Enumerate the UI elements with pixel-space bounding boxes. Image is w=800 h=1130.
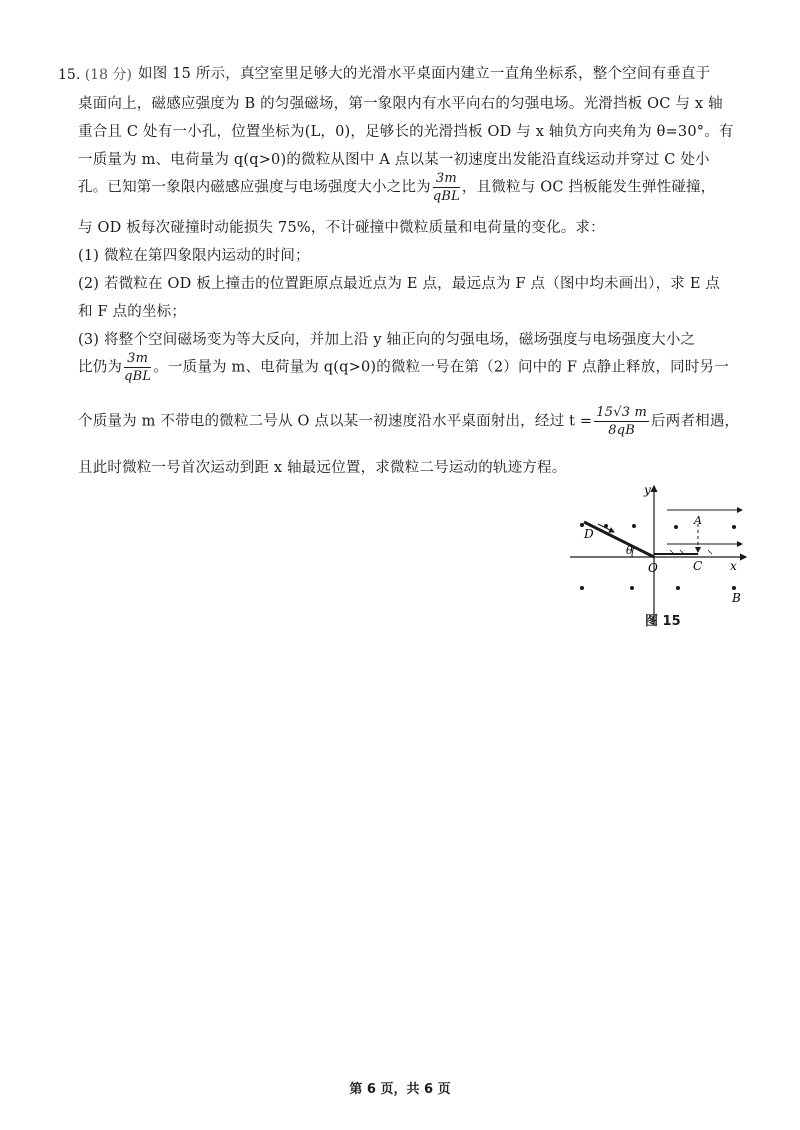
question-line-6: 与 OD 板每次碰撞时动能损失 75%，不计碰撞中微粒质量和电荷量的变化。求： xyxy=(78,220,605,236)
b-field-dot xyxy=(676,586,680,590)
label-y: y xyxy=(644,483,651,497)
time-fraction xyxy=(594,406,649,437)
line5-post: ，且微粒与 OC 挡板能发生弹性碰撞， xyxy=(461,179,716,196)
part3b-post: 。一质量为 m、电荷量为 q(q>0)的微粒一号在第（2）问中的 F 点静止释放，同时另一 xyxy=(153,359,729,376)
ratio-fraction-2-denominator: qBL xyxy=(124,369,152,384)
label-b: B xyxy=(732,591,741,605)
b-field-dot xyxy=(630,586,634,590)
question-line-3: 重合且 C 处有一小孔，位置坐标为(L，0)，足够长的光滑挡板 OD 与 x 轴负方向夹角为 θ=30°。有 xyxy=(78,124,734,140)
question-line-4: 一质量为 m、电荷量为 q(q>0)的微粒从图中 A 点以某一初速度出发能沿直线运动并穿过 C 处小 xyxy=(78,152,710,168)
question-part-3d: 且此时微粒一号首次运动到距 x 轴最远位置，求微粒二号运动的轨迹方程。 xyxy=(78,460,567,476)
question-line-2: 桌面向上，磁感应强度为 B 的匀强磁场，第一象限内有水平向右的匀强电场。光滑挡板 OC 与 x 轴 xyxy=(78,96,723,112)
b-field-dot xyxy=(632,524,636,528)
time-fraction-numerator: 15√3 m xyxy=(596,405,648,420)
b-field-dot xyxy=(674,525,678,529)
ratio-fraction-1-numerator: 3m xyxy=(433,172,460,188)
question-part-3a: (3) 将整个空间磁场变为等大反向，并加上沿 y 轴正向的匀强电场，磁场强度与电场强度大小之 xyxy=(78,332,696,348)
question-part-3b xyxy=(78,352,729,383)
label-a: A xyxy=(694,514,702,527)
question-part-3c xyxy=(78,406,739,437)
question-number xyxy=(58,64,132,84)
time-fraction-denominator: 8qB xyxy=(608,423,636,438)
ratio-fraction-2 xyxy=(124,352,151,383)
b-field-dot xyxy=(604,524,608,528)
label-theta: θ xyxy=(626,544,633,557)
question-score: (18 分) xyxy=(84,67,132,83)
b-field-dot xyxy=(580,586,584,590)
oc-hatch-3 xyxy=(708,550,712,554)
ratio-fraction-1-denominator: qBL xyxy=(432,189,460,204)
figure-caption: 图 15 xyxy=(645,614,681,629)
question-line-5 xyxy=(78,172,715,203)
label-c: C xyxy=(693,559,703,573)
part3c-pre: 个质量为 m 不带电的微粒二号从 O 点以某一初速度沿水平桌面射出，经过 t = xyxy=(78,413,593,430)
label-o: O xyxy=(648,561,658,575)
figure-15-diagram xyxy=(570,480,750,630)
question-part-2b: 和 F 点的坐标； xyxy=(78,304,187,320)
b-field-dot xyxy=(732,525,736,529)
part3b-pre: 比仍为 xyxy=(78,359,123,376)
part3c-post: 后两者相遇， xyxy=(651,413,740,430)
question-number-text: 15. xyxy=(58,67,81,83)
question-part-2a: (2) 若微粒在 OD 板上撞击的位置距原点最近点为 E 点，最远点为 F 点（图中均未画出），求 E 点 xyxy=(78,276,721,292)
b-field-dot xyxy=(732,586,736,590)
label-x: x xyxy=(730,559,737,573)
label-d: D xyxy=(584,527,594,541)
ratio-fraction-2-numerator: 3m xyxy=(124,352,151,368)
question-line-1: 如图 15 所示，真空室里足够大的光滑水平桌面内建立一直角坐标系，整个空间有垂直于 xyxy=(138,66,711,82)
board-od xyxy=(584,522,654,557)
question-part-1: (1) 微粒在第四象限内运动的时间； xyxy=(78,248,310,264)
line5-pre: 孔。已知第一象限内磁感应强度与电场强度大小之比为 xyxy=(78,179,431,196)
page-footer: 第 6 页，共 6 页 xyxy=(349,1082,451,1097)
ratio-fraction-1 xyxy=(433,172,460,203)
